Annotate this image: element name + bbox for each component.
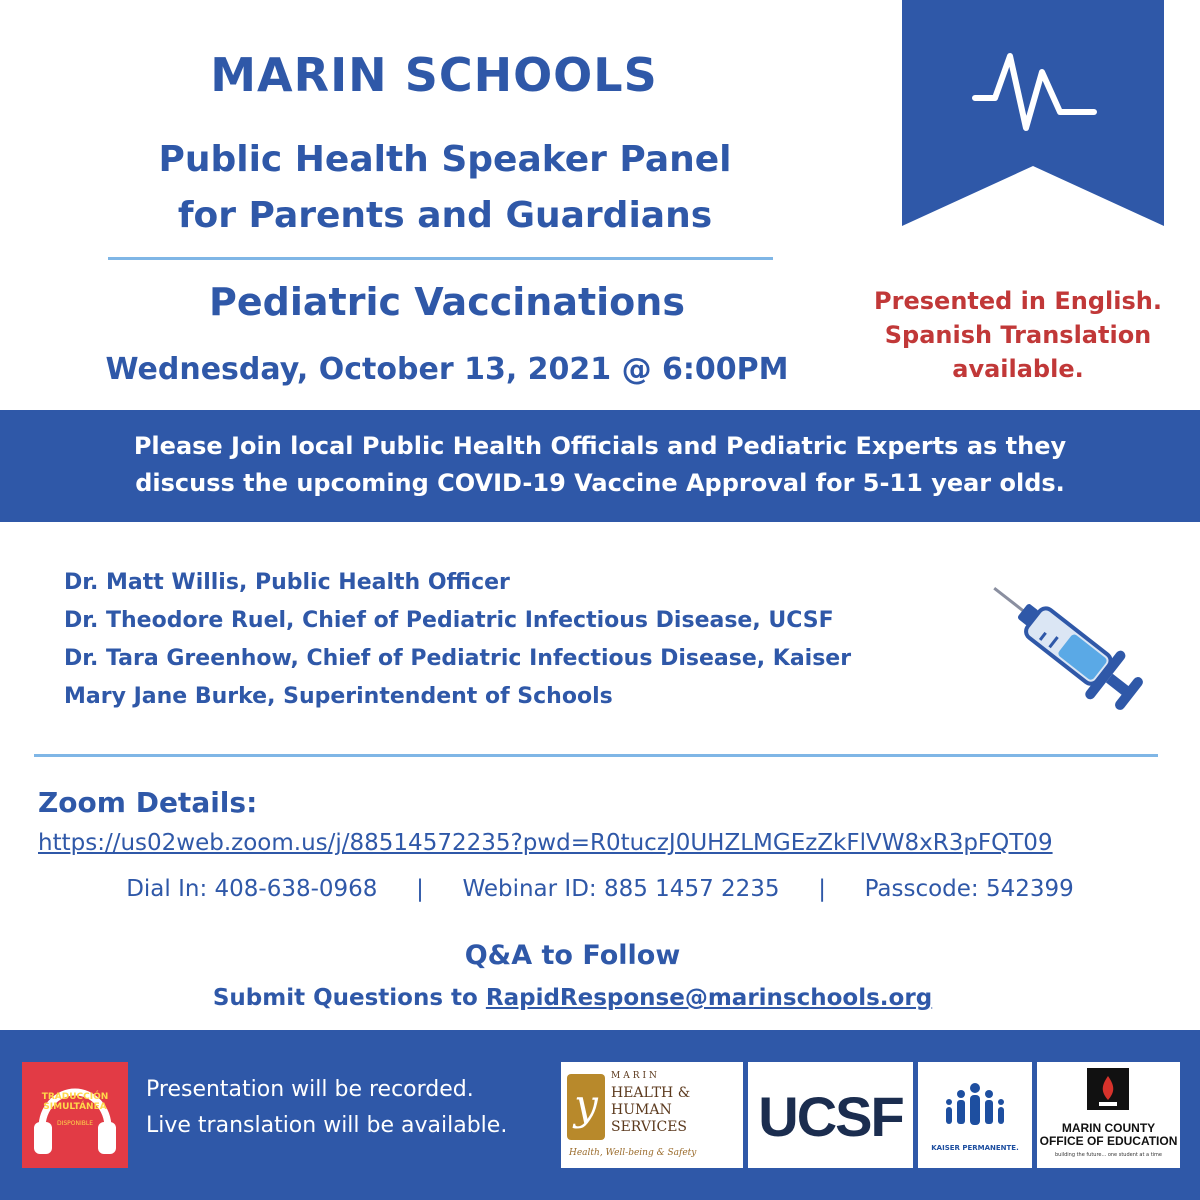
- subtitle-line-2: for Parents and Guardians: [177, 195, 713, 236]
- contact-email-link[interactable]: RapidResponse@marinschools.org: [485, 985, 933, 1011]
- mcoe-wordmark: [1039, 1122, 1178, 1148]
- event-title: MARIN SCHOOLS: [210, 48, 658, 102]
- passcode: Passcode: 542399: [864, 876, 1074, 902]
- speaker-item: Dr. Matt Willis, Public Health Officer: [64, 570, 510, 595]
- webinar-id: Webinar ID: 885 1457 2235: [462, 876, 780, 902]
- syringe-icon: [980, 556, 1152, 716]
- marin-county-office-of-education-logo: [1037, 1062, 1180, 1168]
- marin-hhs-logo: [561, 1062, 743, 1168]
- flame-icon: [1037, 1062, 1180, 1122]
- heartbeat-ribbon-icon: [902, 0, 1164, 226]
- hhs-line-2: HUMAN: [611, 1102, 672, 1118]
- language-note-line-3: available.: [952, 355, 1084, 383]
- recording-note-line-2: Live translation will be available.: [146, 1113, 508, 1138]
- kaiser-permanente-logo: [918, 1062, 1032, 1168]
- speaker-item: Dr. Theodore Ruel, Chief of Pediatric Infectious Disease, UCSF: [64, 608, 834, 633]
- dial-in-number: Dial In: 408-638-0968: [126, 876, 378, 902]
- hhs-line-3: SERVICES: [611, 1119, 688, 1135]
- invitation-line-1: Please Join local Public Health Officials and Pediatric Experts as they: [133, 432, 1067, 460]
- language-note: [836, 284, 1200, 386]
- badge-line-2: SIMULTÁNEA: [43, 1102, 107, 1112]
- zoom-details-label: Zoom Details:: [38, 786, 258, 819]
- mcoe-line-1: MARIN COUNTY: [1061, 1121, 1156, 1135]
- zoom-dial-info: [0, 876, 1200, 902]
- subtitle-line-1: Public Health Speaker Panel: [158, 139, 732, 180]
- hhs-line-1: HEALTH &: [611, 1085, 691, 1101]
- zoom-meeting-link[interactable]: https://us02web.zoom.us/j/88514572235?pwd=R0tuczJ0UHZLMGEzZkFlVW8xR3pFQT09: [38, 830, 1053, 856]
- qa-title: Q&A to Follow: [464, 940, 681, 971]
- invitation-line-2: discuss the upcoming COVID-19 Vaccine Approval for 5-11 year olds.: [135, 469, 1065, 497]
- language-note-line-1: Presented in English.: [874, 287, 1162, 315]
- headphones-icon: [22, 1062, 128, 1168]
- ucsf-logo: [748, 1062, 913, 1168]
- hhs-marin: MARIN: [611, 1071, 660, 1081]
- header-divider: [108, 257, 773, 260]
- speaker-item: Mary Jane Burke, Superintendent of Schools: [64, 684, 613, 709]
- mcoe-line-2: OFFICE OF EDUCATION: [1039, 1134, 1178, 1148]
- kaiser-figures-icon: [918, 1062, 1032, 1142]
- event-date: Wednesday, October 13, 2021 @ 6:00PM: [105, 352, 789, 387]
- hhs-tagline: Health, Well-being & Safety: [569, 1148, 697, 1158]
- section-divider: [34, 754, 1158, 757]
- ucsf-wordmark: UCSF: [758, 1085, 903, 1148]
- badge-line-1: TRADUCCIÓN: [41, 1092, 109, 1102]
- translation-badge: [22, 1062, 128, 1168]
- submit-prefix: Submit Questions to: [212, 985, 478, 1011]
- badge-line-3: DISPONIBLE: [56, 1120, 94, 1127]
- hhs-mark-icon: y: [567, 1074, 605, 1140]
- badge-text: [22, 1092, 128, 1112]
- event-subtitle: [0, 132, 890, 244]
- speaker-item: Dr. Tara Greenhow, Chief of Pediatric Infectious Disease, Kaiser: [64, 646, 852, 671]
- speaker-list: [64, 564, 964, 716]
- info-separator: |: [416, 876, 424, 902]
- hhs-wordmark: [611, 1068, 741, 1136]
- recording-note: [146, 1072, 556, 1144]
- event-topic: Pediatric Vaccinations: [209, 280, 685, 324]
- info-separator: |: [818, 876, 826, 902]
- language-note-line-2: Spanish Translation: [884, 321, 1152, 349]
- invitation-text: [0, 428, 1200, 502]
- submit-questions: [0, 985, 1145, 1011]
- recording-note-line-1: Presentation will be recorded.: [146, 1077, 474, 1102]
- kaiser-wordmark: KAISER PERMANENTE.: [931, 1144, 1019, 1152]
- mcoe-tagline: building the future... one student at a time: [1054, 1152, 1162, 1158]
